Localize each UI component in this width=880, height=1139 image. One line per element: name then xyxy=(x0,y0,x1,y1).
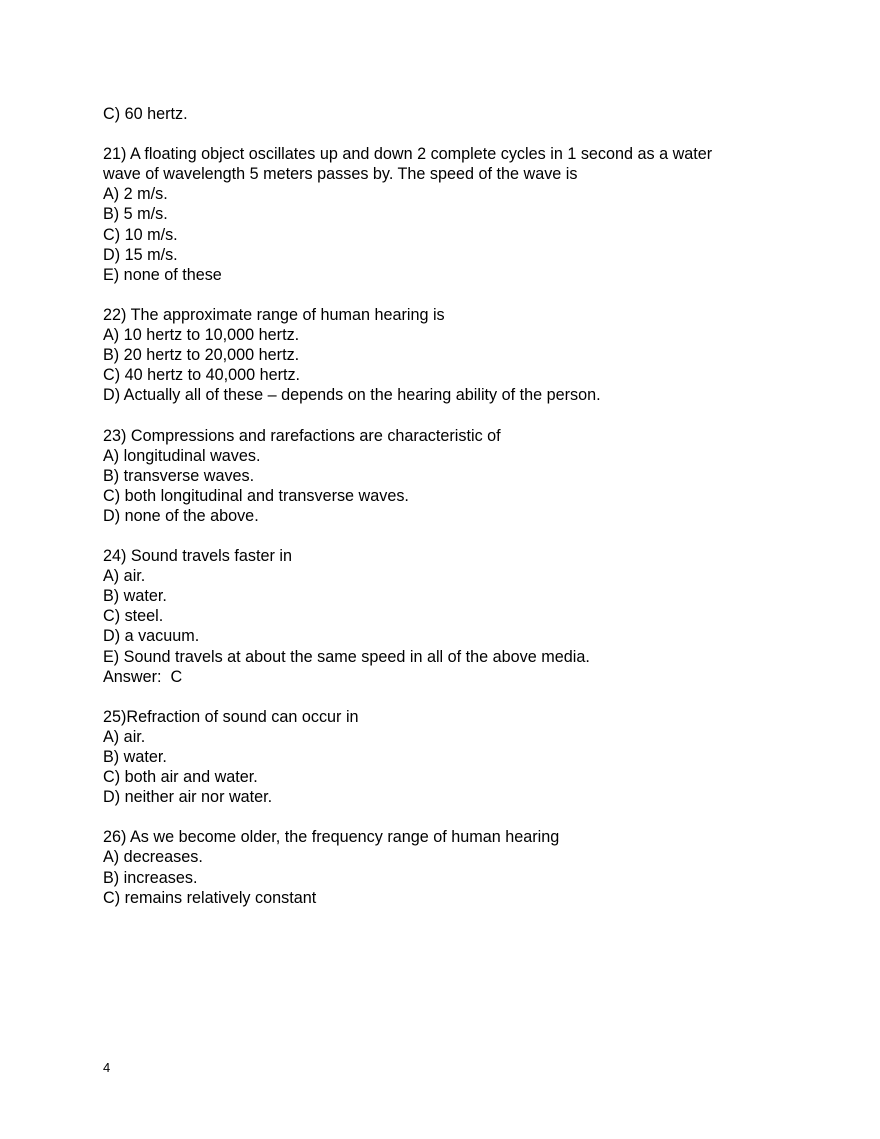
answer-option: A) 10 hertz to 10,000 hertz. xyxy=(103,326,300,345)
answer-option: D) 15 m/s. xyxy=(103,245,178,264)
answer-option: C) steel. xyxy=(103,607,164,626)
carryover-option: C) 60 hertz. xyxy=(103,105,188,123)
answer-option: A) air. xyxy=(103,727,146,746)
answer-option: C) remains relatively constant xyxy=(103,888,317,907)
question-block xyxy=(103,305,783,405)
answer-option: A) 2 m/s. xyxy=(103,185,168,204)
answer-option: C) both air and water. xyxy=(103,768,258,787)
question-block xyxy=(103,144,783,285)
question-block xyxy=(103,827,783,907)
answer-option: B) water. xyxy=(103,587,167,606)
answer-option: A) air. xyxy=(103,567,146,586)
question-stem-line: wave of wavelength 5 meters passes by. The speed of the wave is xyxy=(103,165,578,184)
answer-option: A) longitudinal waves. xyxy=(103,446,261,465)
answer-option: B) transverse waves. xyxy=(103,466,255,485)
page-number: 4 xyxy=(103,1060,111,1075)
answer-option: D) Actually all of these – depends on the hearing ability of the person. xyxy=(103,386,601,405)
answer-option: E) Sound travels at about the same speed in all of the above media. xyxy=(103,647,590,666)
question-content xyxy=(103,104,783,908)
spacer xyxy=(103,124,783,144)
question-block xyxy=(103,426,783,526)
answer-option: C) 40 hertz to 40,000 hertz. xyxy=(103,366,301,385)
question-block xyxy=(103,707,783,807)
spacer xyxy=(103,687,783,707)
question-stem-line: 22) The approximate range of human hearing is xyxy=(103,305,445,324)
answer-key: Answer: C xyxy=(103,667,183,686)
spacer xyxy=(103,405,783,425)
question-stem-line: 23) Compressions and rarefactions are characteristic of xyxy=(103,426,501,445)
answer-option: D) none of the above. xyxy=(103,506,259,525)
answer-option: B) 20 hertz to 20,000 hertz. xyxy=(103,346,300,365)
question-stem-line: 24) Sound travels faster in xyxy=(103,547,292,566)
answer-option: C) 10 m/s. xyxy=(103,225,178,244)
answer-option: D) a vacuum. xyxy=(103,627,200,646)
spacer xyxy=(103,285,783,305)
spacer xyxy=(103,526,783,546)
question-stem-line: 21) A floating object oscillates up and down 2 complete cycles in 1 second as a water xyxy=(103,145,713,164)
question-block xyxy=(103,546,783,687)
answer-option: B) increases. xyxy=(103,868,198,887)
question-stem-line: 26) As we become older, the frequency range of human hearing xyxy=(103,828,560,847)
spacer xyxy=(103,807,783,827)
answer-option: B) water. xyxy=(103,748,167,766)
answer-option: A) decreases. xyxy=(103,848,203,867)
answer-option: D) neither air nor water. xyxy=(103,788,273,807)
answer-option: B) 5 m/s. xyxy=(103,205,168,224)
answer-option: C) both longitudinal and transverse waves. xyxy=(103,486,409,505)
answer-option: E) none of these xyxy=(103,265,222,284)
question-stem-line: 25)Refraction of sound can occur in xyxy=(103,707,359,726)
